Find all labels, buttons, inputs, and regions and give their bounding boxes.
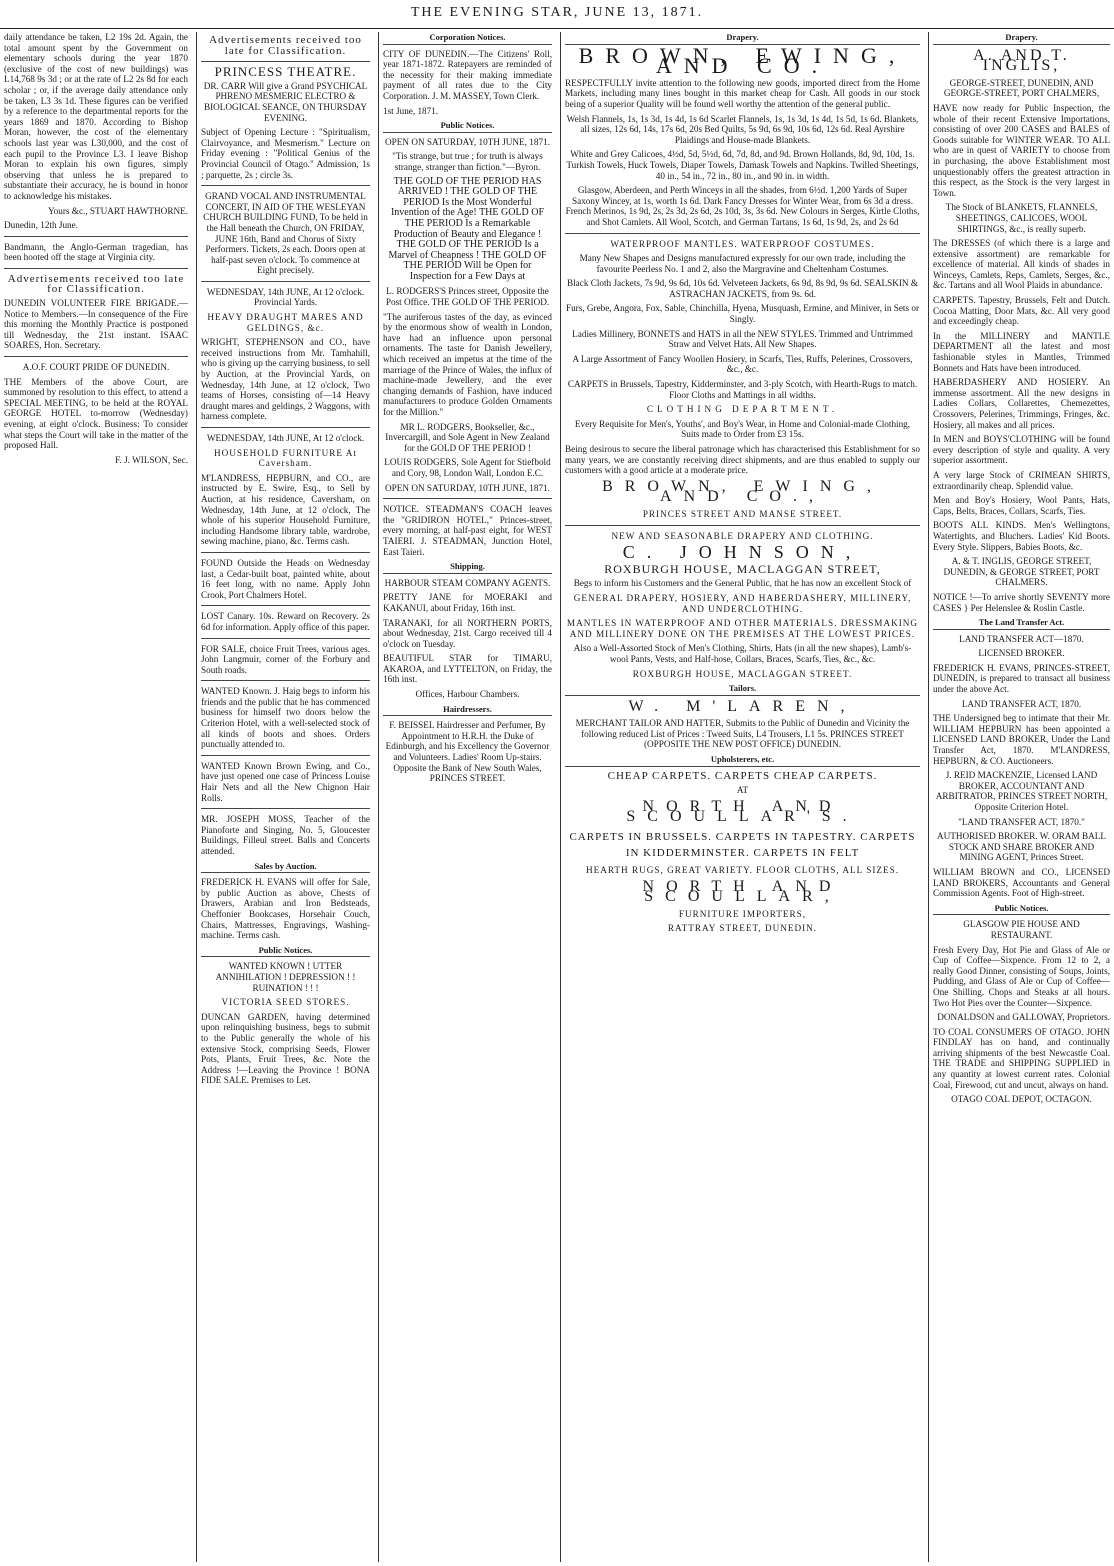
wanted-brown-ewing: WANTED Known Brown Ewing, and Co., have just opened one case of Princess Louise Hair Nets and all the New Chignon Hair Rolls.: [201, 760, 370, 803]
public-notices-header-3: Public Notices.: [933, 903, 1110, 916]
at-label: AT: [736, 785, 749, 796]
princes-manse-street: PRINCES STREET AND MANSE STREET.: [642, 508, 843, 519]
glasgow-body: Fresh Every Day, Hot Pie and Glass of Ale or Cup of Coffee—Sixpence. From 12 to 2, a really Good Dinner, consisting of Soups, Joints, Pudding, and Glass of Ale or Cup of Coffee—One Shilling. Chops and Steaks at all hours. Two Hot Pies over the Counter—Sixpence.: [933, 944, 1110, 1008]
hepburn-notice: THE Undersigned beg to intimate that their Mr. WILLIAM HEPBURN has been appointed a LICENSED LAND BROKER, Under the Land Transfer Act, 1870. M'LANDRESS, HEPBURN, & CO. Auctioneers.: [933, 713, 1110, 766]
victoria-seed-stores: VICTORIA SEED STORES.: [221, 997, 350, 1008]
inglis-footer: A. & T. INGLIS, GEORGE STREET, DUNEDIN, & GEORGE STREET, PORT CHALMERS.: [943, 556, 1100, 588]
wanted-known-annihilation: WANTED KNOWN ! UTTER ANNIHILATION ! DEPRESSION ! ! RUINATION ! ! !: [215, 961, 356, 993]
crimean-shirts: A very large Stock of CRIMEAN SHIRTS, extraordinarily cheap. Splendid value.: [933, 469, 1110, 491]
millinery-list: Ladies Millinery, BONNETS and HATS in all the NEW STYLES. Trimmed and Untrimmed Straw and Velvet Hats. All New Shapes.: [572, 328, 913, 350]
beautiful-star-ship: BEAUTIFUL STAR for TIMARU, AKAROA, and LYTTELTON, on Friday, the 16th inst.: [383, 653, 552, 685]
harbour-steam-agents: HARBOUR STEAM COMPANY AGENTS.: [384, 577, 551, 588]
donaldson-galloway: DONALDSON and GALLOWAY, Proprietors.: [937, 1012, 1110, 1023]
mlaren-title: W. M'LAREN,: [628, 697, 857, 715]
shipping-header: Shipping.: [383, 561, 552, 574]
brown-ewing-title-2: BROWN, EWING, AND CO.,: [602, 477, 883, 506]
furniture-importers: FURNITURE IMPORTERS,: [678, 908, 807, 919]
sales-by-auction-header: Sales by Auction.: [201, 861, 370, 874]
brown-ewing-intro: RESPECTFULLY invite attention to the following new goods, imported direct from the Home Markets, including many lines bought in this market cheap for Cash. All goods in our stock being of a superior Quality will be found well worthy the attention of the general public.: [565, 77, 920, 109]
moss-ad: MR. JOSEPH MOSS, Teacher of the Pianoforte and Singing, No. 5, Gloucester Buildings, Filleul street. Balls and Concerts attended.: [201, 814, 370, 856]
aof-notice: THE Members of the above Court, are summoned by resolution to this effect, to attend a SPECIAL MEETING, to be held at the ROYAL GEORGE HOTEL to-morrow (Wednesday) evening, at eight o'clock. Business: To consider what steps the Court will take in the matter of the proposed Hall.: [4, 376, 188, 451]
letter-signature: Yours &c., STUART HAWTHORNE.: [47, 205, 188, 216]
dr-carr-body: Subject of Opening Lecture : "Spiritualism, Clairvoyance, and Mesmerism." Lecture on Friday evening : "Political Genius of the Provincial Council of Otago." Admission, 1s ; parquette, 2s ; circle 3s.: [201, 127, 370, 180]
mlandress-ad: M'LANDRESS, HEPBURN, and CO., are instructed by E. Swire, Esq., to Sell by Auction, at his residence, Caversham, on Wednesday, 14th June, at 12 o'clock, The whole of his superior Household Furniture, including Handsome library table, wardrobe, sewing machine, piano, &c. Terms cash.: [201, 472, 370, 547]
boots-text: BOOTS ALL KINDS. Men's Wellingtons, Watertights, and Bluchers. Ladies' Kid Boots. Every Style. Slippers, Babies Boots, &c.: [933, 520, 1110, 552]
hats-text: Men and Boy's Hosiery, Wool Pants, Hats, Caps, Belts, Braces, Collars, Scarfs, Ties.: [933, 495, 1110, 516]
carpets-list: CARPETS in Brussels, Tapestry, Kidderminster, and 3-ply Scotch, with Hearth-Rugs to match. Floor Cloths and Mattings in all widths.: [567, 379, 918, 400]
haberdashery-text: HABERDASHERY AND HOSIERY. An immense assortment. All the new designs in Ladies Collars, Collarettes, Chemezettes, Crossovers, Pelerines, Trimmings, Fringes, &c. Hosiery, all makes and all prices.: [933, 377, 1110, 430]
lost-notice: LOST Canary. 10s. Reward on Recovery. 2s 6d for information. Apply office of this paper.: [201, 611, 370, 632]
north-scoullar-title-2: NORTH AND SCOULLAR,: [642, 877, 843, 906]
glasgow-pie-house: GLASGOW PIE HOUSE AND RESTAURANT.: [963, 919, 1080, 940]
beissel-ad: F. BEISSEL Hairdresser and Perfumer, By Appointment to H.R.H. the Duke of Edinburgh, and his Excellency the Governor and Volunteers. Ladies' Room Up-stairs. Opposite the Bank of New South Wales, PRINCES STREET.: [385, 720, 550, 784]
upholsterers-header: Upholsterers, etc.: [565, 754, 920, 767]
drapery-header: Drapery.: [565, 32, 920, 45]
column-5: [928, 32, 1114, 1562]
inglis-body: HAVE now ready for Public Inspection, the whole of their recent Extensive Importations, consisting of over 200 CASES and BALES of Goods suitable for WINTER WEAR. TO ALL who are in quest of VARIETY to choose from in purchasing, the above Establishment most unquestionably offers the greatest attraction in this respect, as the Stock is the very largest in Town.: [933, 102, 1110, 198]
carpets-text: CARPETS. Tapestry, Brussels, Felt and Dutch. Cocoa Matting, Door Mats, &c. All very good and exceedingly cheap.: [933, 295, 1110, 327]
waterproof-header: WATERPROOF MANTLES. WATERPROOF COSTUMES.: [610, 238, 875, 249]
inglis-title: A. AND T. INGLIS,: [973, 46, 1070, 75]
hairdressers-header: Hairdressers.: [383, 704, 552, 717]
tailors-header: Tailors.: [565, 683, 920, 696]
c-johnson-title: C. JOHNSON,: [622, 542, 863, 563]
land-transfer-1: LAND TRANSFER ACT—1870.: [959, 633, 1084, 644]
found-notice: FOUND Outside the Heads on Wednesday last, a Cedar-built boat, painted white, about 16 feet long, with no name. Apply John Crook, Port Chalmers Hotel.: [201, 557, 370, 600]
rodgers-address: L. RODGERS'S Princes street, Opposite the Post Office. THE GOLD OF THE PERIOD.: [385, 286, 550, 308]
licensed-broker: LICENSED BROKER.: [978, 648, 1065, 659]
column-2: [196, 32, 374, 1562]
william-brown: WILLIAM BROWN and CO., LICENSED LAND BROKERS, Accountants and General Commission Agents. Foot of High-street.: [933, 866, 1110, 899]
princess-theatre: PRINCESS THEATRE.: [214, 64, 357, 80]
roxburgh-house: ROXBURGH HOUSE, MACLAGGAN STREET,: [604, 561, 881, 576]
column-1: [0, 32, 192, 1562]
harbour-offices: Offices, Harbour Chambers.: [415, 689, 520, 700]
jackets-list: Black Cloth Jackets, 7s 9d, 9s 6d, 10s 6d. Velveteen Jackets, 6s 9d, 8s 9d, 9s 6d. SEALSKIN & ASTRACHAN JACKETS, from 9s. 6d.: [567, 278, 918, 299]
late-ads-header-2: Advertisements received too late for Classification.: [209, 34, 362, 57]
inglis-address: GEORGE-STREET, DUNEDIN, AND GEORGE-STREET, PORT CHALMERS,: [943, 77, 1100, 99]
mlaren-body: MERCHANT TAILOR AND HATTER, Submits to the Public of Dunedin and Vicinity the following reduced List of Prices : Tweed Suits, L4 Trousers, L1 5s. PRINCES STREET (OPPOSITE THE NEW POST OFFICE) DUNEDIN.: [575, 718, 910, 750]
dresses-text: The DRESSES (of which there is a large and extensive assortment) are remarkable for excellence of material. All kinds of shades in Winceys, Camlets, Reps, Camlets, Serges, &c., &c. Tartans and all Wool Plaids in abundance.: [933, 238, 1110, 291]
assorted-stock: Also a Well-Assorted Stock of Men's Clothing, Shirts, Hats (in all the new shapes), Lamb's-wool Pants, Vests, and Half-hose, Collars, Braces, Scarfs, Ties, &c., &c.: [573, 643, 912, 664]
corporation-notices-header: Corporation Notices.: [383, 32, 552, 45]
auction-date-2: WEDNESDAY, 14th JUNE, At 12 o'clock.: [206, 433, 365, 443]
millinery-text: In the MILLINERY and MANTLE DEPARTMENT all the latest and most fashionable styles in Mantles, Trimmed Bonnets and Hats have been introduced.: [933, 330, 1110, 373]
steadman-coach-notice: NOTICE. STEADMAN'S COACH leaves the "GRIDIRON HOTEL," Princes-street, every morning, at half-past eight, for WEST TAIERI. J. STEADMAN, Junction Hotel, East Taieri.: [383, 504, 552, 557]
open-saturday-2: OPEN ON SATURDAY, 10TH JUNE, 1871.: [385, 482, 550, 493]
drapery-header-2: Drapery.: [933, 32, 1110, 45]
louis-rodgers: LOUIS RODGERS, Sole Agent for Stiefbold and Cory, 98, London Wall, London E.C.: [384, 457, 551, 478]
wesleyan-concert: GRAND VOCAL AND INSTRUMENTAL CONCERT, IN AID OF THE WESLEYAN CHURCH BUILDING FUND, To be held in the Hall beneath the Church, ON FRIDAY, JUNE 16th, Band and Chorus of Sixty Performers. Tickets, 2s each. Doors open at half-past seven o'clock. To commence at Eight precisely.: [203, 191, 368, 276]
roxburgh-house-2: ROXBURGH HOUSE, MACLAGGAN STREET.: [632, 668, 853, 679]
taranaki-ship: TARANAKI, for all NORTHERN PORTS, about Wednesday, 21st. Cargo received till 4 o'clock on Tuesday.: [383, 617, 552, 649]
city-of-dunedin-notice: CITY OF DUNEDIN.—The Citizens' Roll, year 1871-1872. Ratepayers are reminded of the necessity for their making immediate payment of all rates due to the City Corporation. J. M. MASSEY, Town Clerk.: [383, 48, 552, 101]
column-3: [378, 32, 556, 1562]
masthead: THE EVENING STAR, JUNE 13, 1871.: [0, 0, 1114, 29]
land-transfer-3: "LAND TRANSFER ACT, 1870.": [958, 816, 1085, 827]
mantles-text: Many New Shapes and Designs manufactured expressly for our own trade, including the favourite Peerless No. 1 and 2, also the Margravine and Cheltenham Costumes.: [579, 253, 906, 274]
johnson-intro: Begs to inform his Customers and the General Public, that he has now an excellent Stock of: [573, 578, 912, 589]
rattray-street: RATTRAY STREET, DUNEDIN.: [667, 923, 818, 934]
land-transfer-header: The Land Transfer Act.: [933, 617, 1110, 630]
north-scoullar-title: NORTH AND SCOULLAR'S.: [626, 797, 859, 826]
seasonable-drapery: NEW AND SEASONABLE DRAPERY AND CLOTHING.: [611, 530, 874, 541]
clothing-text: Every Requisite for Men's, Youths', and Boy's Wear, in Home and Colonial-made Clothing, Suits made to Order from £3 15s.: [574, 418, 911, 440]
wanted-haig: WANTED Known. J. Haig begs to inform his friends and the public that he has commenced business for himself two doors below the Criterion Hotel, with a well-selected stock of all kinds of boots and shoes. Orders punctually attended to.: [201, 686, 370, 750]
brown-ewing-title: BROWN, EWING, AND CO.: [578, 42, 907, 79]
dressmaking: MANTLES IN WATERPROOF AND OTHER MATERIALS. DRESSMAKING AND MILLINERY DONE ON THE PREMISES AT THE LOWEST PRICES.: [566, 618, 919, 639]
clothing-header: CLOTHING DEPARTMENT.: [646, 404, 839, 415]
wright-stephenson-ad: WRIGHT, STEPHENSON and CO., have received instructions from Mr. Tamhahill, who is giving up the carrying business, to sell by Auction, at the Provincial Yards, on Wednesday, 14th June, at 12 o'clock, Two teams of Horses, consisting of—14 Heavy draught mares and geldings, 2 Waggons, with harness complete.: [201, 337, 370, 422]
rodgers-agent: MR L. RODGERS, Bookseller, &c., Invercargill, and Sole Agent in New Zealand for the GOLD OF THE PERIOD !: [385, 421, 550, 453]
late-ads-header: Advertisements received too late for Classification.: [7, 272, 185, 296]
flannels-list: Welsh Flannels, 1s, 1s 3d, 1s 4d, 1s 6d Scarlet Flannels, 1s, 1s 3d, 1s 4d, 1s 5d, 1s 6d. Blankets, all sizes, 12s 6d, 14s, 17s 6d, 20s Bed Quilts, 5s 9d, 6s 9d, 10s 6d, 12s 6d. Real Ayrshire Plaidings and House-made Blankets.: [566, 113, 919, 145]
mens-clothing-text: In MEN and BOYS'CLOTHING will be found every description of style and quality. A very superior assortment.: [933, 434, 1110, 466]
public-notices-header: Public Notices.: [201, 945, 370, 958]
coal-notice: TO COAL CONSUMERS OF OTAGO. JOHN FINDLAY has on hand, and continually arriving shipments of the best Newcastle Coal. THE TRADE and SHIPPING SUPPLIED in any quantity at lowest current rates. Colonial Coal, Firewood, cut and uncut, always on hand.: [933, 1026, 1110, 1090]
patronage-text: Being desirous to secure the liberal patronage which has characterised this Establishment for so many years, we are constantly receiving direct shipments, and are thus enabled to supply our customers with a good article at a moderate price.: [565, 444, 920, 476]
aof-title: A.O.F. COURT PRIDE OF DUNEDIN.: [22, 362, 170, 373]
bandmann-news: Bandmann, the Anglo-German tragedian, has been hooted off the stage at Virginia city.: [4, 241, 188, 263]
arrive-notice: NOTICE !—To arrive shortly SEVENTY more CASES } Per Helenslee & Roslin Castle.: [933, 591, 1110, 613]
calicoes-list: White and Grey Calicoes, 4½d, 5d, 5½d, 6d, 7d, 8d, and 9d. Brown Hollands, 8d, 9d, 10d, 1s. Turkish Towels, Huck Towels, Diaper Towels, Damask Towels and Napkins. Twilled Sheetings, 40 in., 54 in., 72 in., 80 in., and 90 in. in width.: [566, 149, 919, 181]
reid-mackenzie: J. REID MACKENZIE, Licensed LAND BROKER, ACCOUNTANT AND ARBITRATOR, PRINCES STREET NORTH, Opposite Criterion Hotel.: [935, 770, 1108, 812]
household-furniture-title: HOUSEHOLD FURNITURE At Caversham.: [214, 447, 357, 469]
evans-auction: FREDERICK H. EVANS will offer for Sale, by public Auction as above, Chests of Drawers, Arabian and Iron Bedsteads, Cheffonier Bookcases, Horsehair Couch, Chairs, Mattresses, Engravings, Washing-machine. Terms cash.: [201, 877, 370, 941]
winceys-list: Glasgow, Aberdeen, and Perth Winceys in all the shades, from 6½d. 1,200 Yards of Super Saxony Wincey, at 1s, worth 1s 6d. Dark Fancy Dresses for Winter Wear, from 6s 3d a dress. French Merinos, 1s 9d, 2s, 2s 3d, 2s 6d, 2s 10d, 3s, 3s 6d. New Colours in Serges, Kirtle Cloths, and Shot Camlets. All Wool, Scotch, and German Tartans, 1s 6d, 1s 9d, 2s, and 2s 6d: [565, 185, 920, 227]
auction-date-1: WEDNESDAY, 14th JUNE, At 12 o'clock. Provincial Yards.: [206, 286, 365, 308]
column-4: [560, 32, 924, 1562]
byron-quote: "Tis strange, but true ; for truth is always strange, stranger than fiction."—Byron.: [392, 151, 543, 172]
heavy-draught-title: HEAVY DRAUGHT MARES AND GELDINGS, &c.: [207, 312, 364, 333]
land-transfer-2: LAND TRANSFER ACT, 1870.: [961, 698, 1082, 709]
dr-carr-ad: DR. CARR Will give a Grand PSYCHICAL PHRENO MESMERIC ELECTRO & BIOLOGICAL SEANCE, ON THURSDAY EVENING.: [203, 80, 368, 123]
general-drapery: GENERAL DRAPERY, HOSIERY, AND HABERDASHERY, MILLINERY, AND UNDERCLOTHING.: [573, 592, 912, 614]
gold-of-period-ad: THE GOLD OF THE PERIOD HAS ARRIVED ! THE GOLD OF THE PERIOD Is the Most Wonderful Invention of the Age! THE GOLD OF THE PERIOD Is a Remarkable Production of Beauty and Elegance ! THE GOLD OF THE PERIOD Is a Marvel of Cheapness ! THE GOLD OF THE PERIOD Will be Open for Inspection for a Few Days at: [388, 175, 547, 282]
letter-dateline: Dunedin, 12th June.: [4, 220, 79, 231]
blankets-stock: The Stock of BLANKETS, FLANNELS, SHEETINGS, CALICOES, WOOL SHIRTINGS, &c., is really superb.: [945, 202, 1098, 234]
carpet-types: CARPETS IN BRUSSELS. CARPETS IN TAPESTRY. CARPETS IN KIDDERMINSTER. CARPETS IN FELT: [569, 831, 916, 860]
hearth-rugs: HEARTH RUGS, GREAT VARIETY. FLOOR CLOTHS, ALL SIZES.: [585, 865, 900, 876]
cheap-carpets: CHEAP CARPETS. CARPETS CHEAP CARPETS.: [607, 769, 878, 782]
city-notice-date: 1st June, 1871.: [383, 105, 439, 116]
oram-ball: AUTHORISED BROKER. W. ORAM BALL STOCK AND SHARE BROKER AND MINING AGENT, Princes Street.: [937, 831, 1106, 863]
letter-text: daily attendance be taken, L2 19s 2d. Again, the total amount spent by the Government on elementary schools during the year 1870 (exclusive of the cost of new buildings) was L14,768 9s 3d ; or at the rate of L2 2s 8d for each scholar ; or, if the average daily attendance only be taken, L3 3s 1d. These figures can be verified by a reference to the departmental reports for the years 1869 and 1870. According to Bishop Moran, however, the cost of the elementary schools last year was L30,000, and the cost of each pupil to the Province L3. I leave Bishop Moran to explain his own figures, simply observing that unless he is prepared to substantiate their accuracy, he is bound in honor to acknowledge his mistakes.: [4, 32, 188, 201]
aof-signature: F. J. WILSON, Sec.: [115, 454, 188, 465]
gold-description: "The auriferous tastes of the day, as evinced by the enormous show of wealth in London, have had an influence upon personal ornaments. The taste for Danish Jewellery, which received an impetus at the time of the marriage of the Prince of Wales, the influx of machine-made Jewellery, and the ever changing demands of Fashion, have induced manufacturers to produce Golden Ornaments for the Million.": [383, 311, 552, 417]
hosiery-list: A Large Assortment of Fancy Woollen Hosiery, in Scarfs, Ties, Ruffs, Pelerines, Crossovers, &c., &c.: [572, 353, 913, 375]
open-saturday: OPEN ON SATURDAY, 10TH JUNE, 1871.: [385, 136, 550, 147]
pretty-jane-ship: PRETTY JANE for MOERAKI and KAKANUI, about Friday, 16th inst.: [383, 592, 552, 613]
frederick-evans: FREDERICK H. EVANS, PRINCES-STREET, DUNEDIN, is prepared to transact all business under the above Act.: [933, 662, 1110, 695]
furs-list: Furs, Grebe, Angora, Fox, Sable, Chinchilla, Hyena, Musquash, Ermine, and Miniver, in Sets or Singly.: [565, 303, 920, 325]
fire-brigade-notice: DUNEDIN VOLUNTEER FIRE BRIGADE.—Notice to Members.—In consequence of the Fire this morning the Monthly Practice is postponed till Wednesday, the 21st instant. ISAAC SOARES, Hon. Secretary.: [4, 298, 188, 351]
otago-coal-depot: OTAGO COAL DEPOT, OCTAGON.: [951, 1094, 1092, 1105]
for-sale-notice: FOR SALE, choice Fruit Trees, various ages. John Langmuir, corner of the Forbury and South roads.: [201, 643, 370, 675]
duncan-garden-ad: DUNCAN GARDEN, having determined upon relinquishing business, begs to submit to the Public generally the whole of his extensive Stock, comprising Seeds, Flower Pots, Plants, Fruit Trees, &c. Note the Address !—Leaving the Province ! BONA FIDE SALE. Premises to Let.: [201, 1011, 370, 1086]
public-notices-header-2: Public Notices.: [383, 120, 552, 133]
